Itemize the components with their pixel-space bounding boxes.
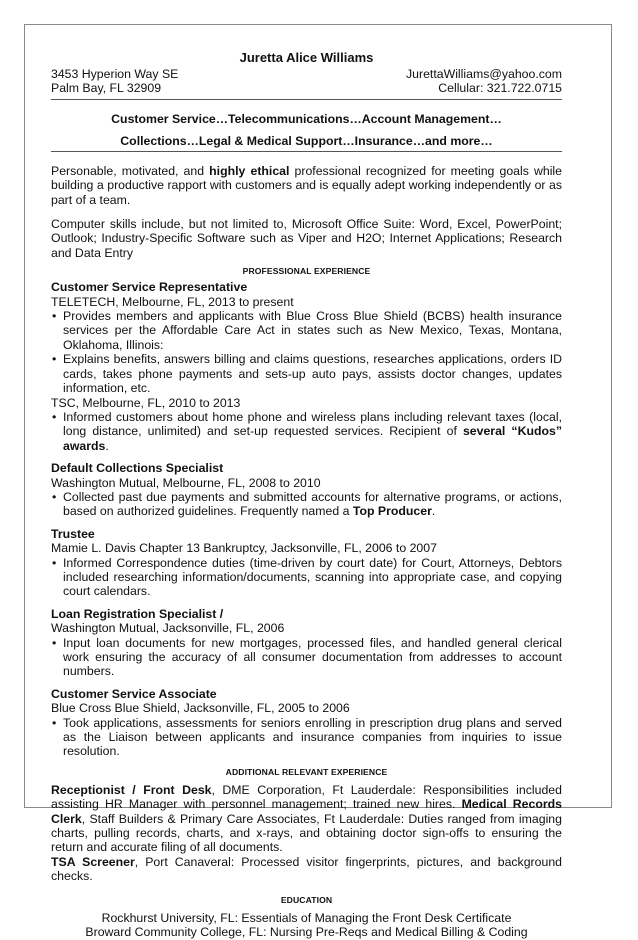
bullet-text-end: . <box>431 504 436 519</box>
bullet-icon: • <box>52 309 57 324</box>
header-divider <box>51 99 562 100</box>
job-bullets <box>51 636 562 679</box>
job-employer: Washington Mutual, Jacksonville, FL, 2006 <box>51 621 285 636</box>
summary-text-post: professional recognized for meeting goals while building a productive rapport with customers and is equally adept working independently or as part of a team. <box>51 163 562 207</box>
summary-text-pre: Personable, motivated, and <box>51 163 210 178</box>
job-bullet <box>51 636 562 679</box>
job-customer-service-representative <box>51 280 562 453</box>
address-line-2: Palm Bay, FL 32909 <box>51 81 162 96</box>
job-bullets <box>51 490 562 519</box>
job-bullets <box>51 309 562 395</box>
summary-text-bold: highly ethical <box>209 163 290 178</box>
job-bullets <box>51 556 562 599</box>
phone-number: Cellular: 321.722.0715 <box>438 81 562 96</box>
job-employer: Blue Cross Blue Shield, Jacksonville, FL, 2005 to 2006 <box>51 701 350 716</box>
bullet-icon: • <box>52 715 57 730</box>
role-receptionist: Receptionist / Front Desk <box>51 782 212 797</box>
role-receptionist-text: , DME Corporation, Ft Lauderdale: Responsibilities included assisting HR Manager with personnel management; trained new hires. <box>51 782 562 812</box>
role-medical-records-text: , Staff Builders & Primary Care Associates, Ft Lauderdale: Duties ranged from imaging charts, pulling records, charts, and x-rays, and obtaining doctor sign-offs to ensuring the return and accurate filing of all documents. <box>51 811 562 855</box>
job-bullets <box>51 716 562 759</box>
role-tsa-screener: TSA Screener <box>51 854 135 869</box>
job-employer: TELETECH, Melbourne, FL, 2013 to present <box>51 294 294 309</box>
job-bullet <box>51 309 562 352</box>
bullet-text: Provides members and applicants with Blue Cross Blue Shield (BCBS) health insurance services per the Affordable Care Act in states such as New Mexico, Texas, Montana, Oklahoma, Illinois: <box>63 309 562 352</box>
job-loan-registration-specialist <box>51 607 562 679</box>
job-title: Customer Service Representative <box>51 280 248 295</box>
address-line-1: 3453 Hyperion Way SE <box>51 67 179 81</box>
additional-experience <box>51 783 562 884</box>
bullet-icon: • <box>52 352 57 367</box>
job-title: Trustee <box>51 526 95 541</box>
bullet-icon: • <box>52 555 57 570</box>
banner-line-1: Customer Service…Telecommunications…Account Management… <box>111 111 502 126</box>
job-title: Loan Registration Specialist / <box>51 606 224 621</box>
bullet-text-bold: several “Kudos” awards <box>63 424 562 453</box>
section-heading-experience: PROFESSIONAL EXPERIENCE <box>242 266 371 277</box>
job-bullet <box>51 490 562 519</box>
job-employer: TSC, Melbourne, FL, 2010 to 2013 <box>51 395 241 410</box>
candidate-name: Juretta Alice Williams <box>239 50 374 65</box>
job-bullet <box>51 556 562 599</box>
education-entry: Rockhurst University, FL: Essentials of Managing the Front Desk Certificate <box>101 910 512 925</box>
banner-line-2: Collections…Legal & Medical Support…Insurance…and more… <box>120 133 493 148</box>
job-customer-service-associate <box>51 687 562 759</box>
bullet-text: Informed customers about home phone and wireless plans including relevant taxes (local, long distance, unlimited) and set-up requested services. Recipient of <box>63 409 562 439</box>
bullet-text: Collected past due payments and submitted accounts for alternative programs, or actions, based on authorized guidelines. Frequently named a <box>63 489 562 519</box>
bullet-text-bold: Top Producer <box>352 504 432 519</box>
job-bullet <box>51 352 562 395</box>
role-tsa-screener-text: , Port Canaveral: Processed visitor fingerprints, pictures, and background checks. <box>51 854 562 884</box>
bullet-text: Informed Correspondence duties (time-driven by court date) for Court, Attorneys, Debtors included researching information/documents, scanning into appropriate case, and copying court calendars. <box>63 555 562 599</box>
education-list <box>51 911 562 940</box>
contact-row-2 <box>51 81 562 95</box>
job-bullet <box>51 716 562 759</box>
bullet-icon: • <box>52 409 57 424</box>
bullet-text: Took applications, assessments for seniors enrolling in prescription drug plans and served as the Liaison between applicants and insurance companies from inquiries to issue resolution. <box>63 715 562 759</box>
section-heading-additional: ADDITIONAL RELEVANT EXPERIENCE <box>225 766 388 777</box>
bullet-icon: • <box>52 635 57 650</box>
bullet-icon: • <box>52 489 57 504</box>
additional-paragraph-1 <box>51 783 562 855</box>
job-employer: Washington Mutual, Melbourne, FL, 2008 to 2010 <box>51 475 321 490</box>
job-title: Default Collections Specialist <box>51 461 224 476</box>
resume-content <box>51 50 562 940</box>
job-bullet <box>51 410 562 453</box>
bullet-text-end: . <box>105 438 109 453</box>
job-employer: Mamie L. Davis Chapter 13 Bankruptcy, Jacksonville, FL, 2006 to 2007 <box>51 541 437 556</box>
bullet-text: Explains benefits, answers billing and claims questions, researches applications, orders ID cards, takes phone payments and sets-up auto pays, assists doctor changes, updates information, etc. <box>63 352 562 396</box>
summary-paragraph <box>51 164 562 207</box>
job-default-collections-specialist <box>51 461 562 519</box>
job-trustee <box>51 527 562 599</box>
section-heading-education: EDUCATION <box>280 894 333 905</box>
additional-paragraph-2 <box>51 855 562 884</box>
skills-paragraph: Computer skills include, but not limited to, Microsoft Office Suite: Word, Excel, PowerPoint; Outlook; Industry-Specific Software such as Viper and H2O; Internet Applications; Research and Data Entry <box>51 217 562 260</box>
job-bullets <box>51 410 562 453</box>
bullet-text: Input loan documents for new mortgages, processed files, and handled general clerical work ensuring the accuracy of all consumer documentation from addresses to account numbers. <box>63 635 562 679</box>
education-entry: Broward Community College, FL: Nursing Pre-Reqs and Medical Billing & Coding <box>85 925 528 940</box>
job-title: Customer Service Associate <box>51 686 217 701</box>
contact-row-1 <box>51 67 562 81</box>
banner-divider <box>51 151 562 152</box>
role-medical-records: Medical Records Clerk <box>51 797 562 826</box>
email-address: JurettaWilliams@yahoo.com <box>406 67 562 81</box>
